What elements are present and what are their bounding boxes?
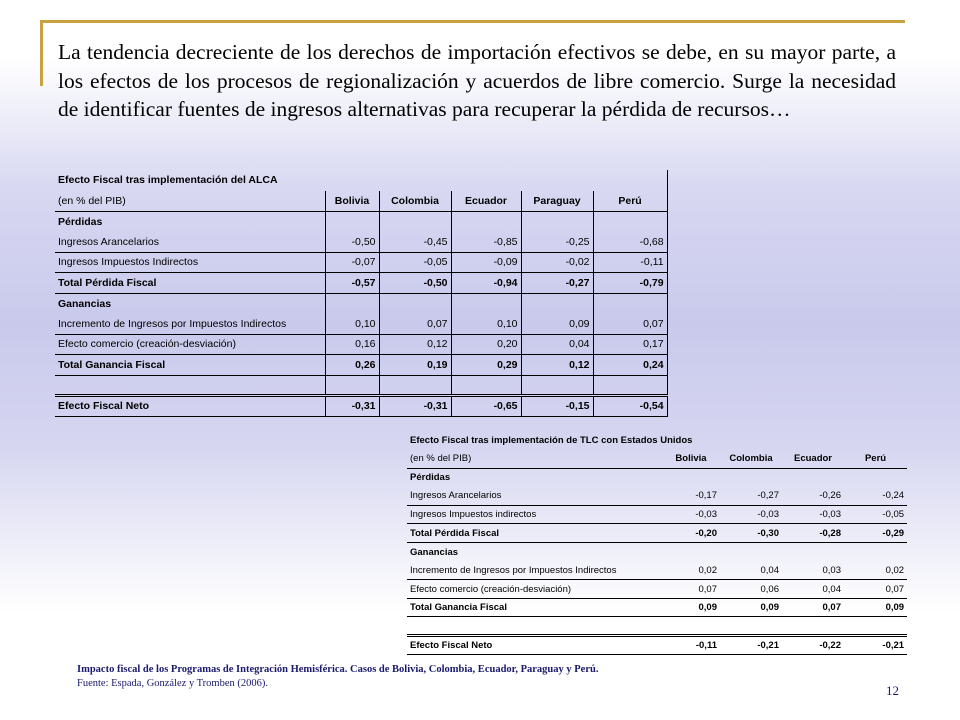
table-row xyxy=(55,334,667,355)
cell-value: 0,16 xyxy=(325,334,379,355)
cell-value: 0,07 xyxy=(593,314,667,335)
row-label: Total Pérdida Fiscal xyxy=(55,273,325,294)
cell-value: -0,21 xyxy=(844,636,907,655)
cell-value: 0,26 xyxy=(325,355,379,376)
cell-value: 0,09 xyxy=(521,314,593,335)
cell-value: -0,11 xyxy=(662,636,720,655)
row-label: Ingresos Impuestos Indirectos xyxy=(55,252,325,273)
cell-value: -0,11 xyxy=(593,252,667,273)
table-row xyxy=(407,561,907,580)
row-label: Incremento de Ingresos por Impuestos Indirectos xyxy=(55,314,325,335)
row-label: Total Ganancia Fiscal xyxy=(55,355,325,376)
cell-value: -0,26 xyxy=(782,487,844,506)
alca-fiscal-table xyxy=(55,170,668,417)
cell-value: -0,50 xyxy=(379,273,451,294)
col-header: Ecuador xyxy=(451,191,521,212)
cell-value: 0,19 xyxy=(379,355,451,376)
row-label: Incremento de Ingresos por Impuestos Indirectos xyxy=(407,561,662,580)
cell-value: -0,07 xyxy=(325,252,379,273)
cell-value: 0,09 xyxy=(720,598,782,617)
frame-left-line xyxy=(40,20,43,86)
cell-value: -0,28 xyxy=(782,524,844,543)
table-row xyxy=(55,252,667,273)
unit-label: (en % del PIB) xyxy=(55,191,325,212)
total-row xyxy=(55,355,667,376)
cell-value: -0,31 xyxy=(325,396,379,417)
row-label: Efecto Fiscal Neto xyxy=(55,396,325,417)
cell-value: 0,29 xyxy=(451,355,521,376)
table-header-row xyxy=(55,191,667,212)
cell-value: 0,04 xyxy=(521,334,593,355)
table-row xyxy=(55,314,667,335)
cell-value: -0,94 xyxy=(451,273,521,294)
cell-value: 0,07 xyxy=(782,598,844,617)
table-row xyxy=(407,487,907,506)
table-row xyxy=(407,505,907,524)
cell-value: -0,65 xyxy=(451,396,521,417)
spacer-row xyxy=(407,617,907,636)
cell-value: -0,27 xyxy=(521,273,593,294)
section-heading-row xyxy=(407,468,907,487)
row-label: Ingresos Arancelarios xyxy=(55,232,325,253)
cell-value: 0,10 xyxy=(325,314,379,335)
row-label: Total Pérdida Fiscal xyxy=(407,524,662,543)
cell-value: 0,02 xyxy=(844,561,907,580)
unit-label: (en % del PIB) xyxy=(407,450,662,469)
row-label: Efecto Fiscal Neto xyxy=(407,636,662,655)
col-header: Perú xyxy=(844,450,907,469)
cell-value: -0,30 xyxy=(720,524,782,543)
cell-value: -0,03 xyxy=(662,505,720,524)
col-header: Colombia xyxy=(379,191,451,212)
cell-value: -0,50 xyxy=(325,232,379,253)
cell-value: 0,04 xyxy=(720,561,782,580)
col-header: Bolivia xyxy=(325,191,379,212)
row-label: Ingresos Impuestos indirectos xyxy=(407,505,662,524)
table-row xyxy=(55,232,667,253)
cell-value: 0,09 xyxy=(662,598,720,617)
cell-value: -0,22 xyxy=(782,636,844,655)
cell-value: -0,24 xyxy=(844,487,907,506)
section-heading-row xyxy=(407,543,907,562)
table-title: Efecto Fiscal tras implementación del ALCA xyxy=(55,170,667,191)
cell-value: -0,17 xyxy=(662,487,720,506)
col-header: Paraguay xyxy=(521,191,593,212)
col-header: Perú xyxy=(593,191,667,212)
cell-value: -0,05 xyxy=(379,252,451,273)
col-header: Ecuador xyxy=(782,450,844,469)
cell-value: -0,03 xyxy=(720,505,782,524)
section-heading-row xyxy=(55,293,667,314)
cell-value: -0,29 xyxy=(844,524,907,543)
total-row xyxy=(55,273,667,294)
net-row xyxy=(407,636,907,655)
losses-heading: Pérdidas xyxy=(410,472,451,484)
section-heading-row xyxy=(55,211,667,232)
cell-value: -0,68 xyxy=(593,232,667,253)
cell-value: -0,54 xyxy=(593,396,667,417)
cell-value: -0,57 xyxy=(325,273,379,294)
table-row xyxy=(407,580,907,599)
col-header: Colombia xyxy=(720,450,782,469)
row-label: Ingresos Arancelarios xyxy=(407,487,662,506)
cell-value: 0,12 xyxy=(521,355,593,376)
spacer-row xyxy=(55,375,667,396)
cell-value: -0,25 xyxy=(521,232,593,253)
cell-value: -0,85 xyxy=(451,232,521,253)
tlc-fiscal-table xyxy=(407,431,907,655)
total-row xyxy=(407,524,907,543)
col-header: Bolivia xyxy=(662,450,720,469)
frame-top-line xyxy=(40,20,905,23)
table-title-row xyxy=(55,170,667,191)
cell-value: -0,09 xyxy=(451,252,521,273)
cell-value: -0,02 xyxy=(521,252,593,273)
cell-value: 0,07 xyxy=(379,314,451,335)
cell-value: 0,24 xyxy=(593,355,667,376)
caption-source: Fuente: Espada, González y Tromben (2006). xyxy=(77,678,269,689)
cell-value: 0,10 xyxy=(451,314,521,335)
cell-value: -0,79 xyxy=(593,273,667,294)
cell-value: 0,20 xyxy=(451,334,521,355)
losses-heading: Pérdidas xyxy=(55,211,325,232)
cell-value: -0,27 xyxy=(720,487,782,506)
cell-value: -0,45 xyxy=(379,232,451,253)
source-caption xyxy=(77,663,598,691)
cell-value: 0,07 xyxy=(662,580,720,599)
table-title: Efecto Fiscal tras implementación de TLC con Estados Unidos xyxy=(410,434,693,446)
row-label: Efecto comercio (creación-desviación) xyxy=(55,334,325,355)
cell-value: 0,06 xyxy=(720,580,782,599)
cell-value: -0,31 xyxy=(379,396,451,417)
intro-paragraph: La tendencia decreciente de los derechos de importación efectivos se debe, en su mayor parte, a los efectos de los procesos de regionalización y acuerdos de libre comercio. Surge la necesidad de identificar fuentes de ingresos alternativas para recuperar la pérdida de recursos… xyxy=(58,40,896,121)
table-header-row xyxy=(407,450,907,469)
row-label: Total Ganancia Fiscal xyxy=(407,598,662,617)
cell-value: -0,21 xyxy=(720,636,782,655)
cell-value: -0,20 xyxy=(662,524,720,543)
cell-value: 0,12 xyxy=(379,334,451,355)
cell-value: -0,03 xyxy=(782,505,844,524)
cell-value: 0,04 xyxy=(782,580,844,599)
cell-value: 0,17 xyxy=(593,334,667,355)
cell-value: 0,07 xyxy=(844,580,907,599)
cell-value: 0,03 xyxy=(782,561,844,580)
table-title-row xyxy=(407,431,907,450)
cell-value: 0,02 xyxy=(662,561,720,580)
cell-value: -0,15 xyxy=(521,396,593,417)
gains-heading: Ganancias xyxy=(410,546,459,558)
page-number: 12 xyxy=(886,683,899,698)
cell-value: -0,05 xyxy=(844,505,907,524)
cell-value: 0,09 xyxy=(844,598,907,617)
caption-title: Impacto fiscal de los Programas de Integración Hemisférica. Casos de Bolivia, Colombia, Ecuador, Paraguay y Perú. xyxy=(77,664,599,675)
net-row xyxy=(55,396,667,417)
gains-heading: Ganancias xyxy=(55,293,325,314)
row-label: Efecto comercio (creación-desviación) xyxy=(407,580,662,599)
total-row xyxy=(407,598,907,617)
